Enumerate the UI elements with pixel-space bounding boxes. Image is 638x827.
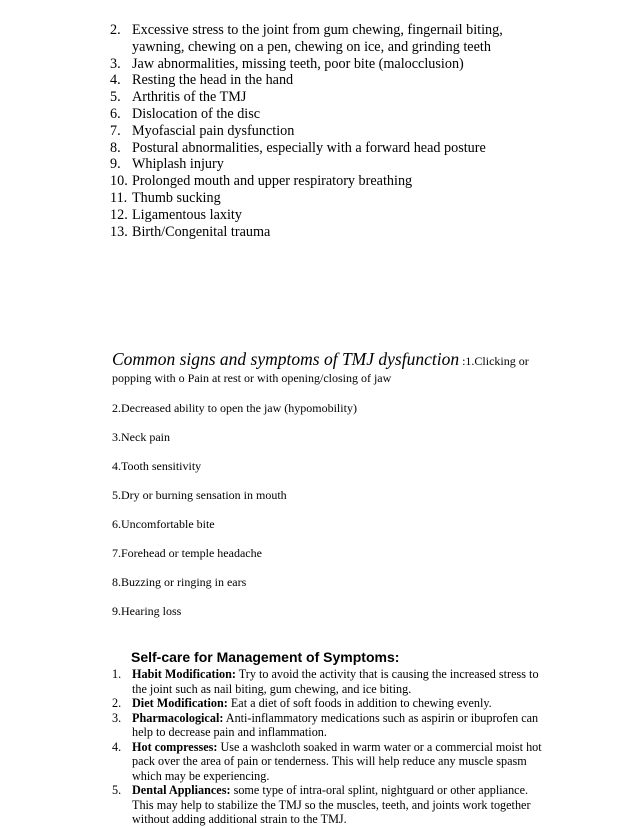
list-item: 7. Myofascial pain dysfunction	[110, 122, 295, 139]
list-item: 9. Whiplash injury	[110, 156, 224, 173]
list-item: 11. Thumb sucking	[110, 189, 221, 206]
list-item: 10. Prolonged mouth and upper respiratory breathing	[110, 173, 413, 190]
list-item: 4. Hot compresses: Use a washcloth soaked in warm water or a commercial moist hot pack over the area of pain or tenderness. This will help reduce any muscle spasm which may be experiencing.	[112, 739, 542, 783]
sign-item: 9.Hearing loss	[112, 604, 182, 618]
causes-list	[110, 22, 530, 240]
list-item: 12. Ligamentous laxity	[110, 206, 242, 223]
sign-item: 6.Uncomfortable bite	[112, 517, 215, 531]
selfcare-list	[112, 667, 544, 827]
list-item: 8. Postural abnormalities, especially with a forward head posture	[110, 139, 486, 156]
list-item: 2. Diet Modification: Eat a diet of soft foods in addition to chewing evenly.	[112, 696, 492, 710]
sign-item: 5.Dry or burning sensation in mouth	[112, 488, 287, 502]
list-item: 1. Habit Modification: Try to avoid the activity that is causing the increased stress to the joint such as nail biting, gum chewing, and ice biting.	[112, 667, 539, 696]
list-item: 13. Birth/Congenital trauma	[110, 223, 271, 240]
list-item: 5. Dental Appliances: some type of intra-oral splint, nightguard or other appliance. This may help to stabilize the TMJ so the muscles, teeth, and joints work together without adding additional strain to the TMJ.	[112, 783, 531, 826]
signs-heading-paragraph	[112, 351, 532, 387]
list-item: 6. Dislocation of the disc	[110, 105, 261, 122]
sign-item: 2.Decreased ability to open the jaw (hypomobility)	[112, 401, 357, 415]
sign-item: 8.Buzzing or ringing in ears	[112, 575, 247, 589]
sign-item: 4.Tooth sensitivity	[112, 459, 202, 473]
list-item: 3. Pharmacological: Anti-inflammatory medications such as aspirin or ibuprofen can help to decrease pain and inflammation.	[112, 710, 539, 739]
list-item: 3. Jaw abnormalities, missing teeth, poor bite (malocclusion)	[110, 55, 464, 72]
sign-item: 3.Neck pain	[112, 430, 170, 444]
signs-first-item: :1.Clicking or popping with o Pain at rest or with opening/closing of jaw	[112, 354, 529, 385]
selfcare-heading: Self-care for Management of Symptoms:	[131, 649, 400, 665]
list-item: 5. Arthritis of the TMJ	[110, 89, 247, 106]
list-item: 4. Resting the head in the hand	[110, 72, 294, 89]
sign-item: 7.Forehead or temple headache	[112, 546, 262, 560]
signs-heading: Common signs and symptoms of TMJ dysfunction	[112, 349, 460, 369]
list-item: 2. Excessive stress to the joint from gum chewing, fingernail biting, yawning, chewing on a pen, chewing on ice, and grinding teeth	[110, 22, 503, 55]
